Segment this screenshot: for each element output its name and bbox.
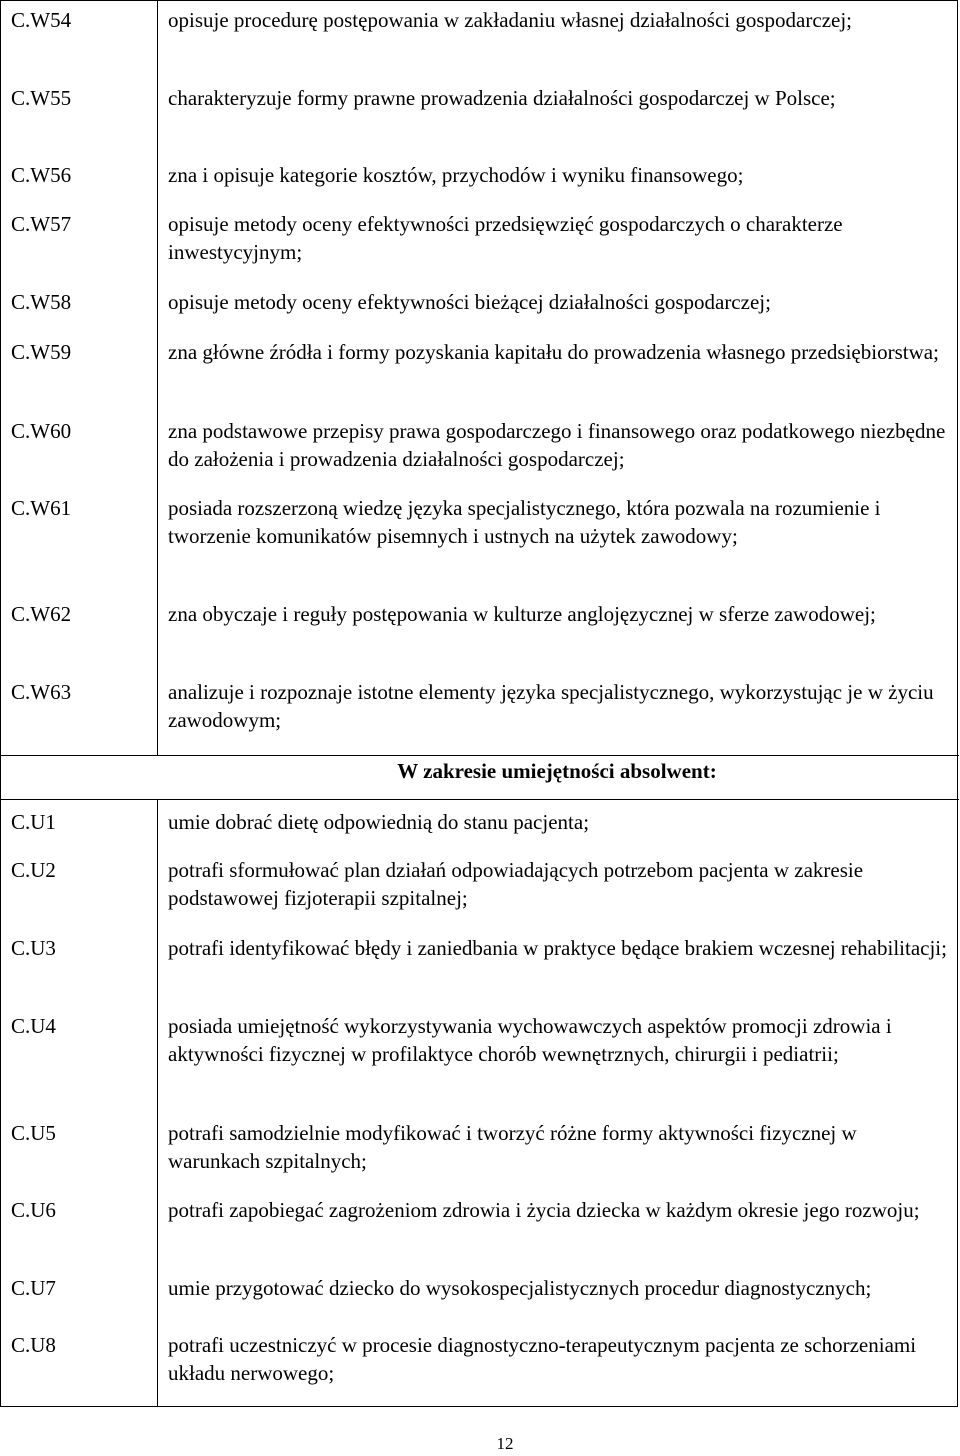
row-code: C.W55	[11, 86, 72, 110]
row-code: C.U3	[11, 936, 56, 960]
row-code: C.W57	[11, 212, 72, 236]
skills-section-heading: W zakresie umiejętności absolwent:	[397, 759, 717, 783]
row-code: C.U5	[11, 1121, 56, 1145]
row-code: C.W62	[11, 602, 72, 626]
row-code: C.W60	[11, 419, 72, 443]
row-description: zna podstawowe przepisy prawa gospodarczego i finansowego oraz podatkowego niezbędne do założenia i prowadzenia działalności gospodarczej;	[168, 419, 946, 471]
row-code: C.U6	[11, 1198, 56, 1222]
row-description: umie dobrać dietę odpowiednią do stanu pacjenta;	[168, 810, 590, 834]
column-divider-bottom	[157, 799, 158, 1407]
row-description: opisuje procedurę postępowania w zakładaniu własnej działalności gospodarczej;	[168, 8, 853, 32]
row-description: opisuje metody oceny efektywności przedsięwzięć gospodarczych o charakterze inwestycyjnym;	[168, 212, 843, 264]
row-description: zna obyczaje i reguły postępowania w kulturze anglojęzycznej w sferze zawodowej;	[168, 602, 876, 626]
row-code: C.W56	[11, 163, 72, 187]
row-description: potrafi identyfikować błędy i zaniedbania w praktyce będące brakiem wczesnej rehabilitacji;	[168, 936, 947, 960]
row-code: C.W63	[11, 680, 72, 704]
row-description: umie przygotować dziecko do wysokospecjalistycznych procedur diagnostycznych;	[168, 1276, 872, 1300]
row-description: posiada rozszerzoną wiedzę języka specjalistycznego, która pozwala na rozumienie i tworzenie komunikatów pisemnych i ustnych na użytek zawodowy;	[168, 496, 881, 548]
row-description: potrafi samodzielnie modyfikować i tworzyć różne formy aktywności fizycznej w warunkach szpitalnych;	[168, 1121, 857, 1173]
row-description: potrafi zapobiegać zagrożeniom zdrowia i życia dziecka w każdym okresie jego rozwoju;	[168, 1198, 920, 1222]
row-description: charakteryzuje formy prawne prowadzenia działalności gospodarczej w Polsce;	[168, 86, 836, 110]
row-code: C.W59	[11, 340, 72, 364]
row-description: analizuje i rozpoznaje istotne elementy języka specjalistycznego, wykorzystując je w życiu zawodowym;	[168, 680, 934, 732]
column-divider-top	[157, 1, 158, 755]
row-code: C.U2	[11, 858, 56, 882]
section-divider-top	[1, 755, 959, 756]
row-code: C.U4	[11, 1014, 56, 1038]
row-code: C.U8	[11, 1333, 56, 1357]
row-code: C.W58	[11, 290, 72, 314]
row-description: potrafi sformułować plan działań odpowiadających potrzebom pacjenta w zakresie podstawowej fizjoterapii szpitalnej;	[168, 858, 864, 910]
row-code: C.U7	[11, 1276, 56, 1300]
row-code: C.U1	[11, 810, 56, 834]
row-description: posiada umiejętność wykorzystywania wychowawczych aspektów promocji zdrowia i aktywności fizycznej w profilaktyce chorób wewnętrznych, chirurgii i pediatrii;	[168, 1014, 892, 1066]
row-code: C.W61	[11, 496, 72, 520]
row-code: C.W54	[11, 8, 72, 32]
page-number: 12	[496, 1434, 514, 1453]
row-description: potrafi uczestniczyć w procesie diagnostyczno-terapeutycznym pacjenta ze schorzeniami układu nerwowego;	[168, 1333, 917, 1385]
row-description: zna i opisuje kategorie kosztów, przychodów i wyniku finansowego;	[168, 163, 744, 187]
row-description: opisuje metody oceny efektywności bieżącej działalności gospodarczej;	[168, 290, 771, 314]
section-divider-bottom	[1, 799, 959, 800]
row-description: zna główne źródła i formy pozyskania kapitału do prowadzenia własnego przedsiębiorstwa;	[168, 340, 939, 364]
